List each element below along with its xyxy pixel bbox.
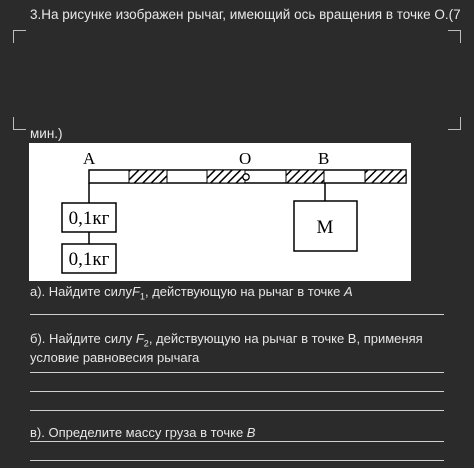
frame-corner-icon bbox=[448, 30, 461, 43]
subquestion-b-text: б). Найдите силу bbox=[30, 331, 136, 346]
weight-top-label: 0,1кг bbox=[68, 208, 110, 229]
pivot-axis-icon bbox=[243, 174, 249, 180]
force-subscript: 1 bbox=[139, 291, 145, 302]
subquestion-b-text-end: , действующую на рычаг в точке В, применяя условие равновесия рычага bbox=[30, 331, 423, 365]
lever-segment bbox=[129, 170, 167, 183]
subquestion-b bbox=[30, 332, 450, 365]
point-symbol: А bbox=[343, 284, 353, 299]
weight-bottom-label: 0,1кг bbox=[68, 249, 110, 270]
subquestion-v-text: в). Определите массу груза в точке bbox=[30, 425, 247, 440]
mass-label: M bbox=[316, 217, 334, 238]
lever-figure bbox=[29, 143, 411, 281]
lever-segment bbox=[365, 170, 406, 183]
lever-diagram bbox=[29, 143, 411, 281]
point-o-label: O bbox=[239, 149, 252, 168]
point-a-label: A bbox=[83, 149, 96, 168]
force-subscript: 2 bbox=[143, 338, 149, 349]
answer-line[interactable] bbox=[30, 391, 444, 392]
answer-line[interactable] bbox=[30, 410, 444, 411]
lever-segment bbox=[207, 170, 245, 183]
answer-line[interactable] bbox=[30, 441, 444, 442]
question-title-line2: мин.) bbox=[30, 126, 63, 141]
answer-line[interactable] bbox=[30, 460, 444, 461]
frame-corner-icon bbox=[13, 30, 26, 43]
frame-corner-icon bbox=[448, 117, 461, 130]
answer-line[interactable] bbox=[30, 372, 444, 373]
force-symbol: F bbox=[135, 331, 144, 346]
point-b-label: B bbox=[318, 149, 330, 168]
question-title-line1: 3.На рисунке изображен рычаг, имеющий ось вращения в точке О.(7 bbox=[30, 7, 461, 22]
lever-segment bbox=[286, 170, 324, 183]
subquestion-a-text-end: , действующую на рычаг в точке bbox=[144, 284, 344, 299]
subquestion-v bbox=[30, 426, 450, 440]
force-symbol: F bbox=[132, 284, 140, 299]
subquestion-a-text: а). Найдите силу bbox=[30, 284, 133, 299]
subquestion-a bbox=[30, 285, 450, 304]
frame-corner-icon bbox=[13, 117, 26, 130]
point-symbol: В bbox=[246, 425, 256, 440]
answer-line[interactable] bbox=[30, 314, 444, 315]
